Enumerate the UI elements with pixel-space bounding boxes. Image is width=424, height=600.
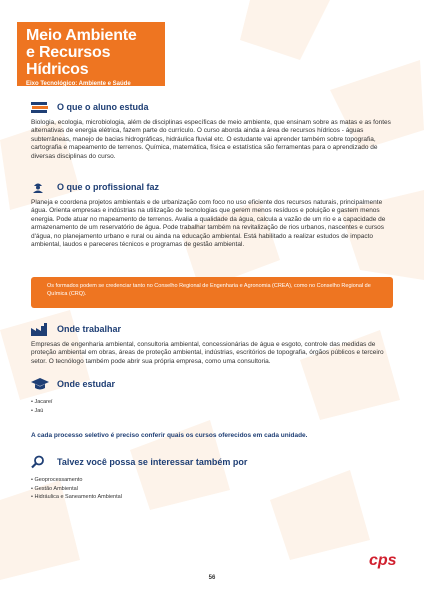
header-banner	[17, 22, 165, 86]
magnifier-icon	[31, 455, 51, 469]
list-item: • Hidráulica e Saneamento Ambiental	[31, 493, 395, 502]
title-line-1: Meio Ambiente	[26, 27, 137, 44]
section-title: O que o profissional faz	[57, 182, 160, 192]
section-text: Empresas de engenharia ambiental, consultoria ambiental, concessionárias de água e esgoto, controle das medidas de proteção ambiental em obras, áreas de proteção ambiental, indústrias, escritórios de topografia, órgãos públicos e terceiro setor. O tecnólogo também pode abrir sua própria empresa, como uma consultoria.	[31, 341, 384, 365]
worker-icon	[31, 181, 51, 193]
list-item: • Jacareí	[31, 398, 395, 407]
factory-icon	[31, 323, 51, 336]
page-title	[26, 27, 157, 78]
list-item: • Geoprocessamento	[31, 476, 395, 485]
section-trabalhar	[31, 322, 395, 366]
section-title: Talvez você possa se interessar também por	[57, 457, 248, 467]
page-subtitle: Eixo Tecnológico: Ambiente e Saúde	[26, 81, 131, 87]
section-faz	[31, 180, 395, 249]
section-title: Onde trabalhar	[57, 324, 122, 334]
title-line-2: e Recursos Hídricos	[26, 44, 111, 78]
page-number: 56	[208, 575, 216, 581]
logo-text: cps	[369, 552, 397, 569]
list-item: • Jaú	[31, 407, 395, 416]
related-courses-list	[31, 476, 395, 502]
graduation-cap-icon	[31, 378, 51, 390]
accreditation-callout: Os formados podem se credenciar tanto no Conselho Regional de Engenharia e Agronomia (CREA), como no Conselho Regional de Química (CRQ).	[31, 277, 393, 308]
section-estudar	[31, 377, 395, 415]
section-title: Onde estudar	[57, 379, 116, 389]
campus-list	[31, 398, 395, 415]
section-title: O que o aluno estuda	[57, 102, 149, 112]
cps-logo	[368, 551, 402, 574]
selection-note: A cada processo seletivo é preciso conferir quais os cursos oferecidos em cada unidade.	[31, 432, 308, 439]
section-text: Planeja e coordena projetos ambientais e de urbanização com foco no uso eficiente dos recursos naturais, principalmente água. Orienta empresas e indústrias na utilização de tecnologias que gerem menos resíduos e poluição e gastem menos energia. Pode atuar no mapeamento de terrenos. Avalia a qualidade da água, calcula a vazão de um rio e a capacidade de armazenamento de um reservatório de água. Pode trabalhar também na revitalização de rios urbanos, nascentes e cursos d'água, no planejamento urbano e rural ou ainda na educação ambiental. Está habilitado a realizar estudos de impacto ambiental, laudos e pareceres técnicos e programas de gestão ambiental.	[31, 199, 386, 249]
list-item: • Gestão Ambiental	[31, 485, 395, 494]
section-estuda	[31, 100, 395, 161]
section-text: Biologia, ecologia, microbiologia, além de disciplinas específicas de meio ambiente, que ensinam sobre as matas e as fontes alternativas de energia elétrica, fazem parte do currículo. O curso aborda ainda a área de recursos hídricos - águas subterrâneas, manejo de bacias hidrográficas, hidráulica fluvial etc. O estudante vai aprender também sobre topografia, cartografia e mapeamento de terrenos. Química, matemática, física e estatística são ferramentas para o aprendizado de diversas disciplinas do curso.	[31, 119, 391, 160]
section-interessar	[31, 455, 395, 502]
books-icon	[31, 101, 51, 113]
